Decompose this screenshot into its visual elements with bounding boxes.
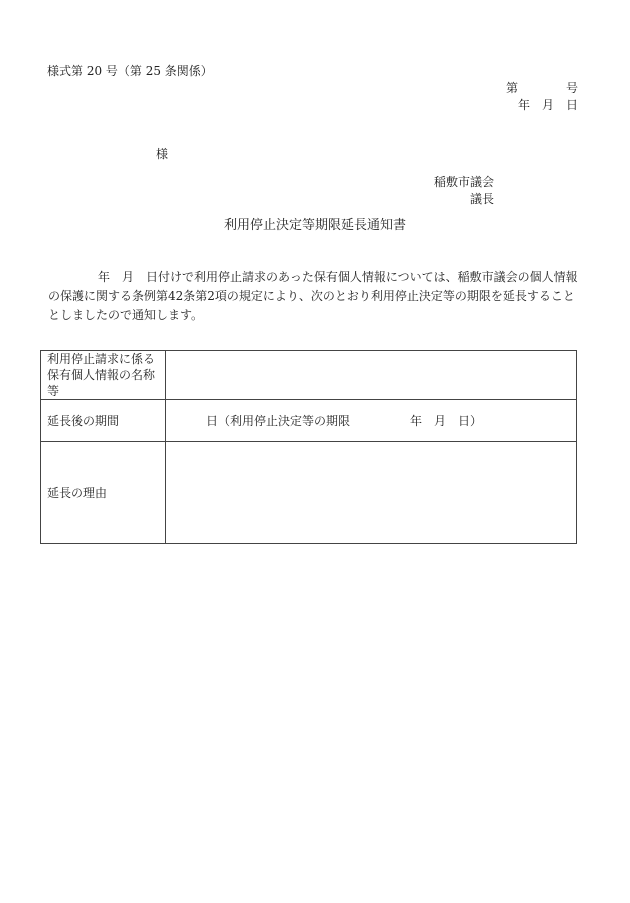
- body-text: 年 月 日付けで利用停止請求のあった保有個人情報については、稲敷市議会の個人情報の保護に関する条例第42条第2項の規定により、次のとおり利用停止決定等の期限を延長することとしましたので通知します。: [48, 270, 578, 322]
- table-row: [41, 442, 577, 544]
- sender-title: 議長: [469, 192, 494, 206]
- row-label-extension-reason: 延長の理由: [41, 442, 166, 544]
- table-row: [41, 351, 577, 400]
- row-value-extended-period: 日（利用停止決定等の期限 年 月 日）: [166, 400, 577, 442]
- reference-block: [506, 80, 578, 114]
- row-value-extension-reason: [166, 442, 577, 544]
- table-row: [41, 400, 577, 442]
- sender-block: [434, 174, 494, 208]
- sender-organization: 稲敷市議会: [433, 175, 494, 189]
- addressee-suffix: 様: [156, 147, 169, 161]
- row-label-extended-period: 延長後の期間: [41, 400, 166, 442]
- document-title: 利用停止決定等期限延長通知書: [223, 218, 406, 233]
- form-number: 様式第 20 号（第 25 条関係）: [47, 64, 213, 78]
- notice-table: [40, 350, 577, 544]
- reference-number: 第 号: [505, 81, 578, 95]
- row-label-item-name: 利用停止請求に係る保有個人情報の名称等: [41, 351, 166, 400]
- reference-date: 年 月 日: [517, 98, 578, 112]
- row-value-item-name: [166, 351, 577, 400]
